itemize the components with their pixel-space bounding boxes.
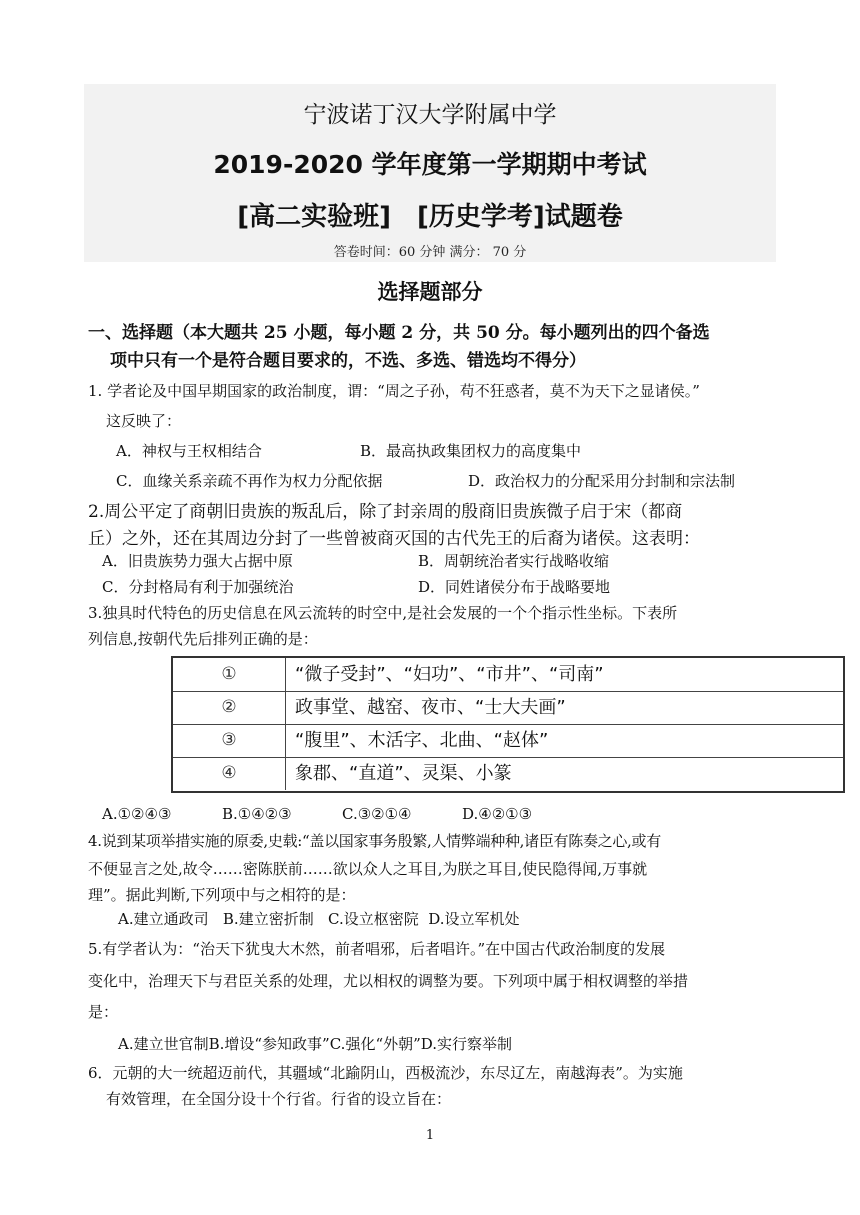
table-cell-text: 政事堂、越窑、夜市、“士大夫画”	[295, 697, 566, 718]
q5-stem-2: 变化中，治理天下与君臣关系的处理，尤以相权的调整为要。下列项中属于相权调整的举措	[88, 972, 689, 990]
q2-stem-2: 丘）之外，还在其周边分封了一些曾被商灭国的古代先王的后裔为诸侯。这表明：	[88, 529, 700, 549]
section-title: 选择题部分	[377, 280, 483, 304]
q1-option-b: B．最高执政集团权力的高度集中	[360, 442, 582, 460]
q3-table	[171, 656, 845, 793]
q2-option-c: C．分封格局有利于加强统治	[102, 578, 294, 596]
table-cell-text: “微子受封”、“妇功”、“市井”、“司南”	[295, 664, 604, 685]
instructions-line-2: 项中只有一个是符合题目要求的，不选、多选、错选均不得分）	[110, 351, 586, 371]
q3-stem-1: 3.独具时代特色的历史信息在风云流转的时空中,是社会发展的一个个指示性坐标。下表所	[88, 604, 678, 622]
q3-option-d: D.④②①③	[462, 805, 533, 823]
table-cell-number: ①	[173, 658, 286, 691]
q1-stem-2: 这反映了：	[106, 412, 182, 430]
exam-subtitle: [高二实验班] [历史学考]试题卷	[237, 202, 623, 232]
q6-stem-1: 6．元朝的大一统超迈前代，其疆域“北踰阴山，西极流沙，东尽辽左，南越海表”。为实施	[88, 1064, 683, 1082]
q5-stem-1: 5.有学者认为：“治天下犹曳大木然，前者唱邪，后者唱许。”在中国古代政治制度的发展	[88, 940, 666, 958]
table-cell-number: ④	[173, 757, 286, 790]
school-name: 宁波诺丁汉大学附属中学	[303, 102, 557, 128]
q3-option-c: C.③②①④	[342, 805, 412, 823]
q1-option-d: D．政治权力的分配采用分封制和宗法制	[468, 472, 736, 490]
q5-options: A.建立世官制B.增设“参知政事”C.强化“外朝”D.实行察举制	[118, 1035, 513, 1053]
q5-stem-3: 是：	[88, 1003, 119, 1021]
q2-option-d: D．同姓诸侯分布于战略要地	[418, 578, 611, 596]
table-row	[173, 658, 843, 692]
table-cell-text: “腹里”、木活字、北曲、“赵体”	[295, 730, 549, 751]
instructions-line-1: 一、选择题（本大题共 25 小题，每小题 2 分，共 50 分。每小题列出的四个备选	[88, 323, 710, 343]
q4-options: A.建立通政司 B.建立密折制 C.设立枢密院 D.设立军机处	[118, 910, 520, 928]
q1-stem-1: 1. 学者论及中国早期国家的政治制度，谓：“周之子孙，苟不狂惑者，莫不为天下之显诸侯。”	[88, 382, 700, 400]
page-number: 1	[425, 1128, 435, 1143]
table-cell-number: ③	[173, 724, 286, 757]
q1-option-c: C．血缘关系亲疏不再作为权力分配依据	[116, 472, 383, 490]
table-row	[173, 691, 843, 725]
q1-option-a: A．神权与王权相结合	[116, 442, 262, 460]
q2-option-b: B．周朝统治者实行战略收缩	[418, 552, 610, 570]
q3-option-b: B.①④②③	[222, 805, 292, 823]
q3-option-a: A.①②④③	[102, 805, 172, 823]
exam-title: 2019-2020 学年度第一学期期中考试	[213, 150, 647, 179]
q4-stem-3: 理”。据此判断,下列项中与之相符的是：	[88, 886, 356, 904]
table-cell-number: ②	[173, 691, 286, 724]
exam-meta: 答卷时间：60 分钟 满分： 70 分	[333, 245, 527, 260]
q2-stem-1: 2.周公平定了商朝旧贵族的叛乱后，除了封亲周的殷商旧贵族微子启于宋（都商	[88, 502, 683, 522]
q3-stem-2: 列信息,按朝代先后排列正确的是：	[88, 630, 318, 648]
q4-stem-2: 不便显言之处,故令……密陈朕前……欲以众人之耳目,为朕之耳目,使民隐得闻,万事就	[88, 860, 648, 878]
q4-stem-1: 4.说到某项举措实施的原委,史载:“盖以国家事务殷繁,人情弊端种种,诸臣有陈奏之心,或有	[88, 832, 661, 850]
table-row	[173, 724, 843, 758]
q2-option-a: A．旧贵族势力强大占据中原	[102, 552, 293, 570]
table-cell-text: 象郡、“直道”、灵渠、小篆	[295, 763, 512, 784]
table-row	[173, 757, 843, 790]
q6-stem-2: 有效管理，在全国分设十个行省。行省的设立旨在：	[106, 1090, 452, 1108]
